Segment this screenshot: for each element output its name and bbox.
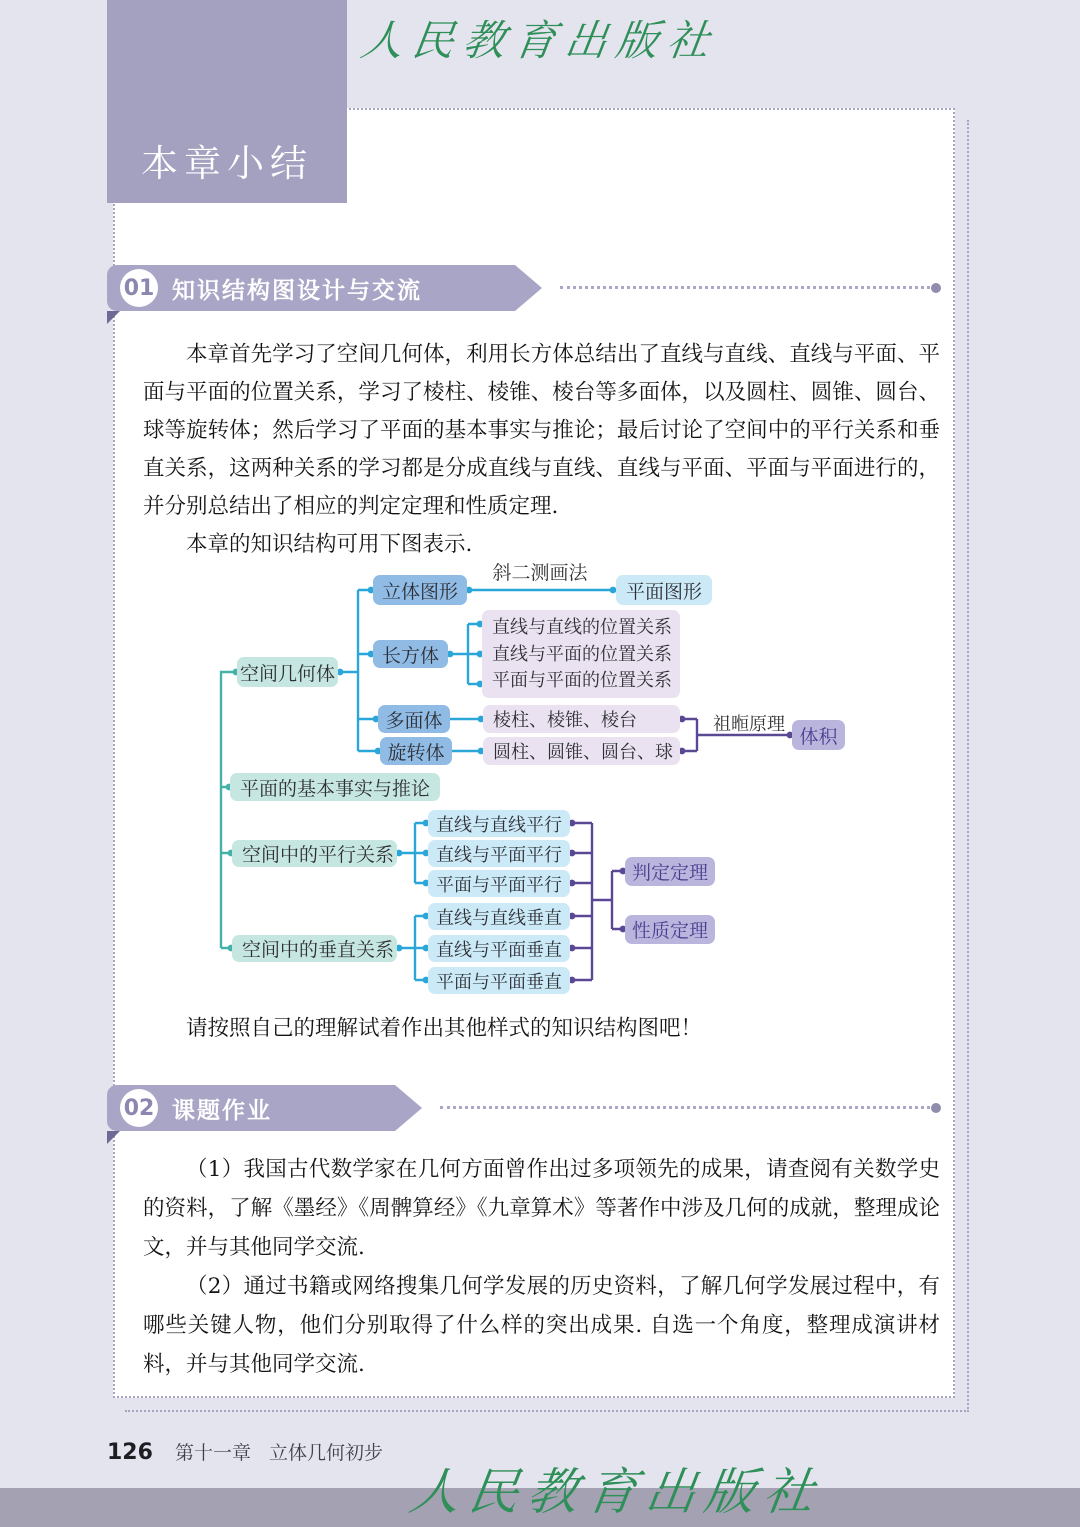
page-number: 126 bbox=[107, 1440, 153, 1465]
node-position-relations-group bbox=[482, 610, 680, 698]
section-1-leader-dot bbox=[931, 283, 941, 293]
node-parallel-relations: 空间中的平行关系 bbox=[232, 840, 397, 867]
intro-paragraphs bbox=[143, 336, 940, 564]
edge-label-oblique-axonometry: 斜二测画法 bbox=[492, 562, 588, 584]
node-polyhedron: 多面体 bbox=[378, 705, 450, 733]
publisher-logo-top: 人民教育出版社 bbox=[357, 16, 722, 65]
node-line-plane-perpendicular: 直线与平面垂直 bbox=[428, 935, 570, 962]
section-1-title: 知识结构图设计与交流 bbox=[172, 277, 422, 304]
section-2-leader-line bbox=[440, 1106, 930, 1109]
closing-line: 请按照自己的理解试着作出其他样式的知识结构图吧！ bbox=[186, 1016, 703, 1041]
ribbon-fold bbox=[107, 1131, 120, 1144]
closing-line-wrap bbox=[143, 1010, 940, 1048]
node-pos-plane-plane: 平面与平面的位置关系 bbox=[492, 670, 672, 691]
node-plane-figure: 平面图形 bbox=[616, 575, 712, 605]
node-pos-line-plane: 直线与平面的位置关系 bbox=[492, 643, 672, 665]
homework-items bbox=[143, 1150, 940, 1384]
footer-chapter-label: 第十一章 bbox=[174, 1442, 251, 1464]
node-cuboid: 长方体 bbox=[373, 640, 448, 668]
section-2-banner bbox=[107, 1085, 395, 1131]
node-perpendicular-relations: 空间中的垂直关系 bbox=[232, 935, 397, 962]
node-plane-plane-perpendicular: 平面与平面垂直 bbox=[428, 967, 570, 994]
section-1-banner bbox=[107, 265, 515, 311]
page-title: 本章小结 bbox=[141, 142, 313, 185]
section-2-title: 课题作业 bbox=[172, 1097, 272, 1124]
homework-item-2: （2）通过书籍或网络搜集几何学发展的历史资料，了解几何学发展过程中，有哪些关键人物，他们分别取得了什么样的突出成果. 自选一个角度，整理成演讲材料，并与其他同学交流. bbox=[143, 1274, 940, 1377]
node-revolution: 旋转体 bbox=[380, 737, 452, 765]
intro-paragraph-1: 本章首先学习了空间几何体，利用长方体总结出了直线与直线、直线与平面、平面与平面的位置关系，学习了棱柱、棱锥、棱台等多面体，以及圆柱、圆锥、圆台、球等旋转体；然后学习了平面的基本事实与推论；最后讨论了空间中的平行关系和垂直关系，这两种关系的学习都是分成直线与直线、直线与平面、平面与平面进行的，并分别总结出了相应的判定定理和性质定理. bbox=[143, 342, 940, 519]
node-line-plane-parallel: 直线与平面平行 bbox=[428, 840, 570, 867]
ribbon-fold bbox=[107, 311, 120, 324]
edge-label-zu-geng-principle: 祖暅原理 bbox=[713, 714, 785, 735]
homework-item-1: （1）我国古代数学家在几何方面曾作出过多项领先的成果，请查阅有关数学史的资料，了解《墨经》《周髀算经》《九章算术》等著作中涉及几何的成就，整理成论文，并与其他同学交流. bbox=[143, 1157, 940, 1260]
node-judgment-theorem: 判定定理 bbox=[625, 857, 715, 886]
intro-paragraph-2: 本章的知识结构可用下图表示. bbox=[186, 532, 473, 557]
section-1-number-badge: 01 bbox=[120, 269, 158, 307]
publisher-logo-bottom: 人民教育出版社 bbox=[405, 1463, 828, 1521]
node-plane-plane-parallel: 平面与平面平行 bbox=[428, 870, 570, 897]
node-property-theorem: 性质定理 bbox=[625, 915, 715, 944]
node-cylinders: 圆柱、圆锥、圆台、球 bbox=[483, 737, 680, 765]
node-solid-figure: 立体图形 bbox=[373, 575, 467, 605]
node-volume: 体积 bbox=[792, 720, 845, 750]
node-space-solids: 空间几何体 bbox=[237, 657, 338, 687]
section-2-number-badge: 02 bbox=[120, 1089, 158, 1127]
node-pos-line-line: 直线与直线的位置关系 bbox=[492, 617, 672, 638]
node-line-line-parallel: 直线与直线平行 bbox=[428, 810, 570, 837]
node-plane-facts: 平面的基本事实与推论 bbox=[230, 773, 440, 801]
section-2-leader-dot bbox=[931, 1103, 941, 1113]
section-1-leader-line bbox=[560, 286, 930, 289]
node-line-line-perpendicular: 直线与直线垂直 bbox=[428, 903, 570, 930]
footer-chapter-name: 立体几何初步 bbox=[268, 1442, 383, 1464]
node-prisms: 棱柱、棱锥、棱台 bbox=[483, 705, 680, 733]
